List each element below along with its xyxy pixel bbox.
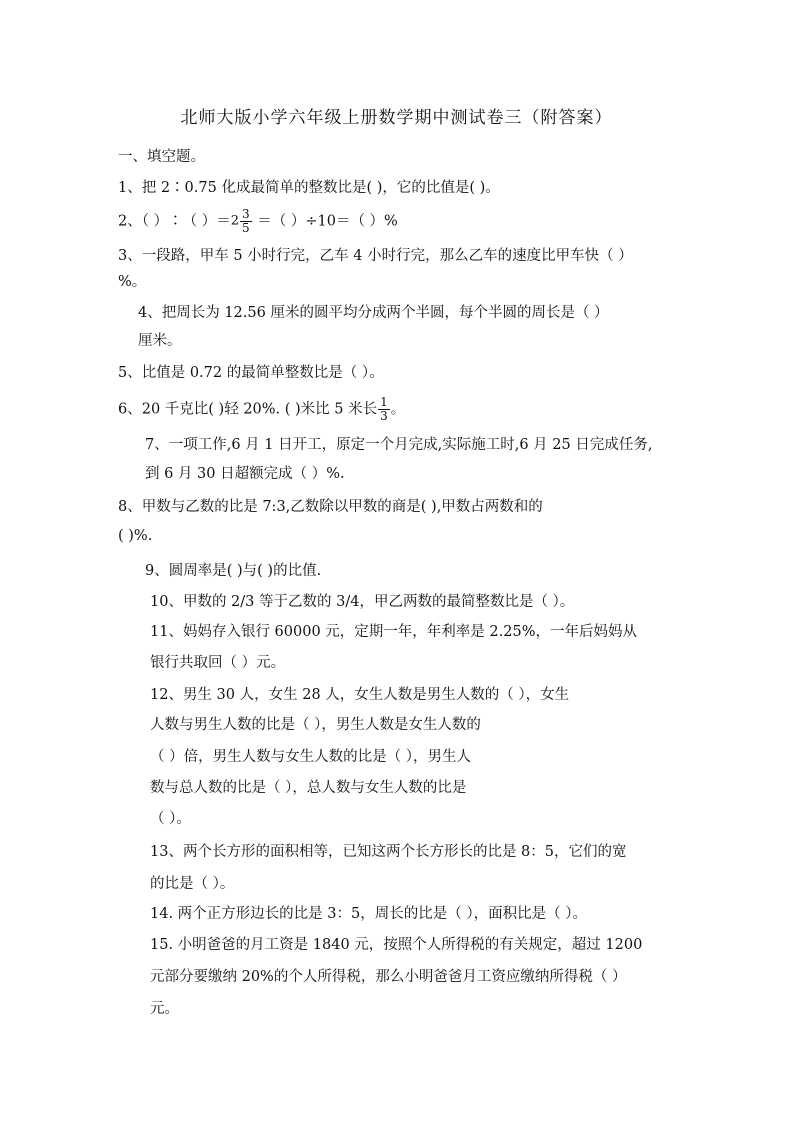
- question-2-numerator: 3: [241, 207, 250, 221]
- question-4-line-1: 4、把周长为 12.56 厘米的圆平均分成两个半圆，每个半圆的周长是（ ）: [138, 305, 609, 321]
- question-9: 9、圆周率是( )与( )的比值.: [145, 563, 322, 579]
- question-4-line-2: 厘米。: [138, 333, 182, 349]
- question-6-after: 。: [390, 401, 406, 418]
- question-8-line-2: ( )%.: [118, 528, 153, 544]
- question-2-fraction: [240, 208, 252, 235]
- question-6-before: 6、20 千克比( )轻 20%. ( )米比 5 米长: [118, 401, 378, 418]
- question-2-after: ＝（ ）÷10＝（ ）%: [252, 213, 398, 230]
- question-13-line-1: 13、两个长方形的面积相等，已知这两个长方形长的比是 8：5，它们的宽: [150, 844, 627, 860]
- question-2-denominator: 5: [241, 221, 250, 235]
- question-15-line-2: 元部分要缴纳 20%的个人所得税，那么小明爸爸月工资应缴纳所得税（ ）: [150, 969, 627, 985]
- question-15-line-1: 15. 小明爸爸的月工资是 1840 元，按照个人所得税的有关规定，超过 1200: [150, 937, 643, 953]
- question-1: 1、把 2∶0.75 化成最简单的整数比是( )，它的比值是( )。: [118, 180, 500, 196]
- question-8-line-1: 8、甲数与乙数的比是 7:3,乙数除以甲数的商是( ),甲数占两数和的: [118, 499, 543, 515]
- question-3-line-2: %。: [118, 274, 147, 290]
- question-12-line-4: 数与总人数的比是（ ），总人数与女生人数的比是: [150, 780, 467, 796]
- question-12-line-5: （ ）。: [150, 811, 191, 827]
- section-heading: 一、填空题。: [118, 149, 205, 165]
- question-6-numerator: 1: [380, 395, 388, 409]
- question-7-line-1: 7、一项工作,6 月 1 日开工，原定一个月完成,实际施工时,6 月 25 日完成任务,: [145, 437, 653, 453]
- question-12-line-3: （ ）倍，男生人数与女生人数的比是（ ），男生人: [150, 749, 471, 765]
- question-10: 10、甲数的 2/3 等于乙数的 3/4，甲乙两数的最简整数比是（ ）。: [150, 594, 575, 610]
- question-7-line-2: 到 6 月 30 日超额完成（ ）%.: [145, 466, 345, 482]
- question-12-line-1: 12、男生 30 人，女生 28 人，女生人数是男生人数的（ ），女生: [150, 687, 570, 703]
- question-11-line-2: 银行共取回（ ）元。: [150, 655, 286, 671]
- question-6: [118, 396, 405, 423]
- question-11-line-1: 11、妈妈存入银行 60000 元，定期一年，年利率是 2.25%，一年后妈妈从: [150, 624, 637, 640]
- question-2-before: 2、（ ）∶（ ）＝: [118, 213, 231, 230]
- page-title: 北师大版小学六年级上册数学期中测试卷三（附答案）: [180, 108, 613, 128]
- question-2-mixed-whole: 2: [230, 213, 239, 229]
- question-6-denominator: 3: [380, 409, 388, 423]
- question-14: 14. 两个正方形边长的比是 3：5，周长的比是（ ），面积比是（ ）。: [150, 906, 587, 922]
- question-15-line-3: 元。: [150, 1001, 179, 1017]
- question-12-line-2: 人数与男生人数的比是（ ），男生人数是女生人数的: [150, 717, 481, 733]
- question-2: [118, 208, 398, 235]
- question-6-fraction: [378, 396, 390, 423]
- question-13-line-2: 的比是（ ）。: [150, 876, 235, 892]
- question-3-line-1: 3、一段路，甲车 5 小时行完，乙车 4 小时行完，那么乙车的速度比甲车快（ ）: [118, 248, 633, 264]
- question-5: 5、比值是 0.72 的最简单整数比是（ ）。: [118, 365, 384, 381]
